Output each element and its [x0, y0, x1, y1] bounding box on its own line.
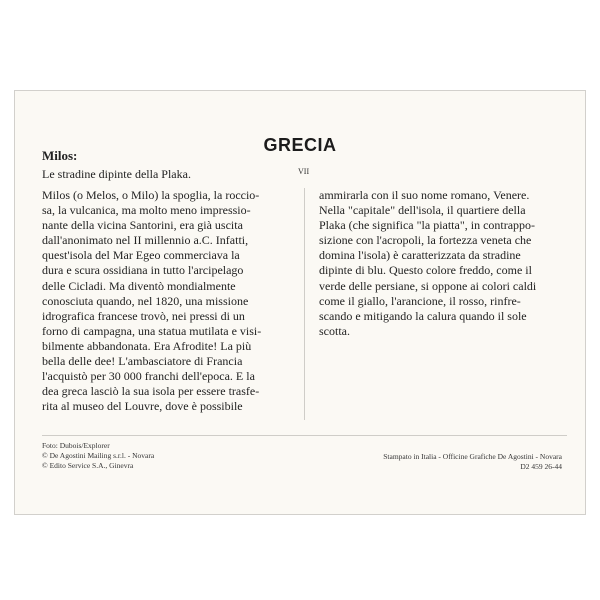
text-line: dall'anonimato nel II millennio a.C. Infatti,: [42, 233, 249, 248]
footer-divider: [42, 435, 567, 436]
text-line: sizione con l'acropoli, la fortezza veneta che: [319, 233, 532, 248]
text-line: sa, la vulcanica, ma molto meno impressio-: [42, 203, 251, 218]
credit-line: © De Agostini Mailing s.r.l. - Novara: [42, 451, 155, 460]
text-line: scotta.: [319, 323, 350, 338]
text-line: Nella "capitale" dell'isola, il quartiere della: [319, 203, 526, 218]
text-line: quest'isola del Mar Egeo commerciava la: [42, 248, 240, 263]
credit-line: © Edito Service S.A., Ginevra: [42, 461, 134, 470]
text-line: l'acquistò per 30 000 franchi dell'epoca. E la: [42, 369, 255, 384]
product-code: D2 459 26-44: [520, 462, 562, 471]
text-line: Milos (o Melos, o Milo) la spoglia, la roccio-: [42, 188, 260, 202]
text-line: bella delle dee! L'ambasciatore di Francia: [42, 354, 243, 369]
text-line: rita al museo del Louvre, dove è possibile: [42, 399, 243, 414]
text-line: conosciuta quando, nel 1820, una missione: [42, 293, 249, 308]
text-line: domina l'isola) è caratterizzata da stradine: [319, 248, 521, 263]
printer-line: Stampato in Italia - Officine Grafiche De Agostini - Novara: [383, 452, 562, 461]
postcard: [14, 90, 586, 515]
card-number: VII: [298, 167, 310, 176]
text-line: dura e scura ossidiana in tutto l'arcipelago: [42, 263, 244, 278]
text-line: idrografica francese trovò, nei pressi di un: [42, 308, 245, 323]
body-text-right-column: [319, 188, 567, 339]
text-line: come il giallo, l'arancione, il rosso, rinfre-: [319, 293, 521, 308]
text-line: bilmente abbandonata. Era Afrodite! La più: [42, 338, 252, 353]
photo-credits: [42, 441, 154, 471]
text-line: Plaka (che significa "la piatta", in contrappo-: [319, 218, 536, 233]
column-divider: [304, 188, 305, 420]
credit-line: Foto: Dubois/Explorer: [42, 441, 110, 450]
text-line: dea greca lasciò la sua isola per essere trasfe-: [42, 384, 260, 399]
text-line: nante della vicina Santorini, era già uscita: [42, 218, 243, 233]
text-line: ammirarla con il suo nome romano, Venere.: [319, 188, 530, 202]
card-subtitle: Le stradine dipinte della Plaka.: [42, 167, 191, 181]
text-line: verde delle persiane, si oppone ai colori caldi: [319, 278, 537, 293]
text-line: scando e mitigando la calura quando il sole: [319, 308, 527, 323]
text-line: delle Cicladi. Ma diventò mondialmente: [42, 278, 236, 293]
body-text-left-column: [42, 188, 290, 414]
place-title: Milos:: [42, 148, 78, 163]
country-heading: GRECIA: [263, 135, 337, 155]
printer-info: [383, 452, 562, 472]
text-line: dipinte di blu. Questo colore freddo, come il: [319, 263, 532, 278]
text-line: forno di campagna, una statua mutilata e visi-: [42, 323, 262, 338]
